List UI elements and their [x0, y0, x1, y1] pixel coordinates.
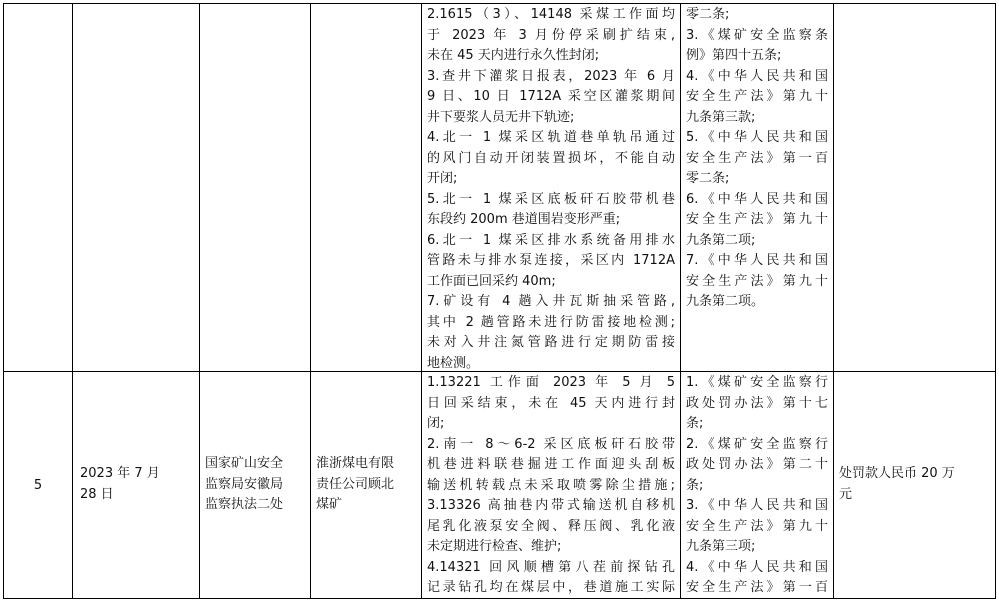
violation-line: 3.查井下灌浆日报表，2023 年 6 月 [427, 68, 675, 84]
violation-line: 开闭; [427, 171, 458, 186]
basis-line: 安全生产法》第九十 [686, 212, 828, 227]
violation-line: 闭; [427, 416, 445, 431]
basis-line: 九条第三项; [686, 539, 756, 554]
violation-line: 6.北一 1 煤采区排水系统备用排水 [427, 232, 675, 248]
violation-line: 管路未与排水泵连接，采区内 1712A [427, 253, 675, 268]
table-top-border [3, 3, 996, 4]
basis-line: 安全生产法》第九十 [686, 89, 828, 104]
col-border-5 [680, 3, 681, 599]
violation-line: 东段约 200m 巷道围岩变形严重; [427, 212, 621, 227]
violation-line: 4.北一 1 煤采区轨道巷单轨吊通过 [427, 130, 675, 145]
date-line: 2023 年 7 月 [80, 466, 160, 481]
violation-line: 尾乳化液泵安全阀、释压阀、乳化液 [427, 518, 675, 534]
col-border-4 [421, 3, 422, 599]
violation-line: 的风门自动开闭装置损坏，不能自动 [427, 150, 675, 166]
authority-line: 国家矿山安全 [205, 456, 284, 471]
col-border-2 [199, 3, 200, 599]
violation-line: 9 日、10 日 1712A 采空区灌浆期间 [427, 89, 675, 104]
violation-line: 输送机转载点未采取喷雾除尘措施; [427, 477, 675, 493]
violation-line: 于 2023 年 3 月份停采刷扩结束, [427, 27, 675, 43]
violation-line: 未定期进行检查、维护; [427, 539, 562, 554]
basis-line: 5.《中华人民共和国 [686, 130, 828, 145]
basis-line: 条; [686, 477, 704, 493]
company-line: 煤矿 [316, 497, 343, 512]
basis-line: 政处罚办法》第二十 [686, 457, 828, 472]
basis-line: 4.《中华人民共和国 [686, 68, 828, 84]
basis-line: 政处罚办法》第十七 [686, 395, 828, 411]
row-5-violations [427, 373, 675, 599]
violation-line: 井下要浆人员无井下轨迹; [427, 109, 575, 125]
basis-line: 例》第四十五条; [686, 48, 782, 63]
penalty-line: 处罚款人民币 20 万 [839, 466, 955, 481]
col-border-3 [310, 3, 311, 599]
basis-line: 安全生产法》第一百 [686, 150, 828, 166]
col-border-6 [833, 3, 834, 599]
basis-line: 4.《中华人民共和国 [686, 559, 828, 575]
date-line: 28 日 [80, 486, 114, 502]
row-5-index: 5 [33, 478, 43, 493]
row-5-authority [205, 454, 309, 516]
basis-line: 零二条; [686, 7, 730, 22]
violation-line: 7.矿设有 4 趟入井瓦斯抽采管路, [427, 294, 675, 309]
violation-line: 日回采结束，未在 45 天内进行封 [427, 395, 675, 411]
basis-line: 3.《煤矿安全监察条 [686, 27, 828, 43]
violation-line: 3.13326 高抽巷内带式输送机自移机 [427, 498, 675, 513]
col-border-left [3, 3, 4, 599]
authority-line: 监察局安徽局 [205, 476, 284, 492]
row-prev-legal-basis [686, 5, 828, 313]
violation-line: 2.1615（3）、14148 采煤工作面均 [427, 7, 675, 22]
basis-line: 零二条; [686, 171, 730, 186]
basis-line: 1.《煤矿安全监察行 [686, 375, 828, 390]
violation-line: 未对入井注氮管路进行定期防雷接 [427, 335, 675, 350]
violation-line: 未在 45 天内进行永久性封闭; [427, 48, 600, 63]
basis-line: 7.《中华人民共和国 [686, 253, 828, 268]
basis-line: 安全生产法》第九十 [686, 518, 828, 534]
company-line: 责任公司顾北 [316, 476, 395, 492]
row-5-legal-basis [686, 373, 828, 599]
violation-line: 2.南一 8～6-2 采区底板矸石胶带 [427, 436, 675, 452]
basis-line: 6.《中华人民共和国 [686, 191, 828, 207]
basis-line: 九条第三款; [686, 109, 756, 125]
violation-line: 地检测。 [427, 355, 480, 371]
violation-line: 其中 2 趟管路未进行防雷接地检测; [427, 314, 675, 330]
row-5-penalty [839, 464, 991, 505]
basis-line: 条; [686, 416, 704, 431]
basis-line: 2.《煤矿安全监察行 [686, 436, 828, 452]
authority-line: 监察执法二处 [205, 497, 284, 512]
company-line: 淮浙煤电有限 [316, 456, 395, 471]
row-5-company [316, 454, 420, 516]
violation-line: 记录钻孔均在煤层中，巷道施工实际 [427, 580, 675, 595]
row-prev-violations [427, 5, 675, 374]
violation-line: 机巷进料联巷掘进工作面迎头刮板 [427, 457, 675, 472]
col-border-1 [72, 3, 73, 599]
penalty-line: 元 [839, 486, 853, 502]
violation-line: 5.北一 1 煤采区底板矸石胶带机巷 [427, 191, 675, 207]
basis-line: 3.《中华人民共和国 [686, 498, 828, 513]
basis-line: 九条第二项; [686, 232, 756, 248]
row-5-date [80, 464, 196, 505]
violation-line: 工作面已回采约 40m; [427, 273, 556, 289]
basis-line: 安全生产法》第一百 [686, 580, 828, 595]
basis-line: 安全生产法》第九十 [686, 273, 828, 289]
col-border-right [995, 3, 996, 599]
violation-line: 4.14321 回风顺槽第八茬前探钻孔 [427, 559, 675, 575]
basis-line: 九条第二项。 [686, 294, 765, 309]
violation-line: 1.13221 工作面 2023 年 5 月 5 [427, 375, 675, 390]
